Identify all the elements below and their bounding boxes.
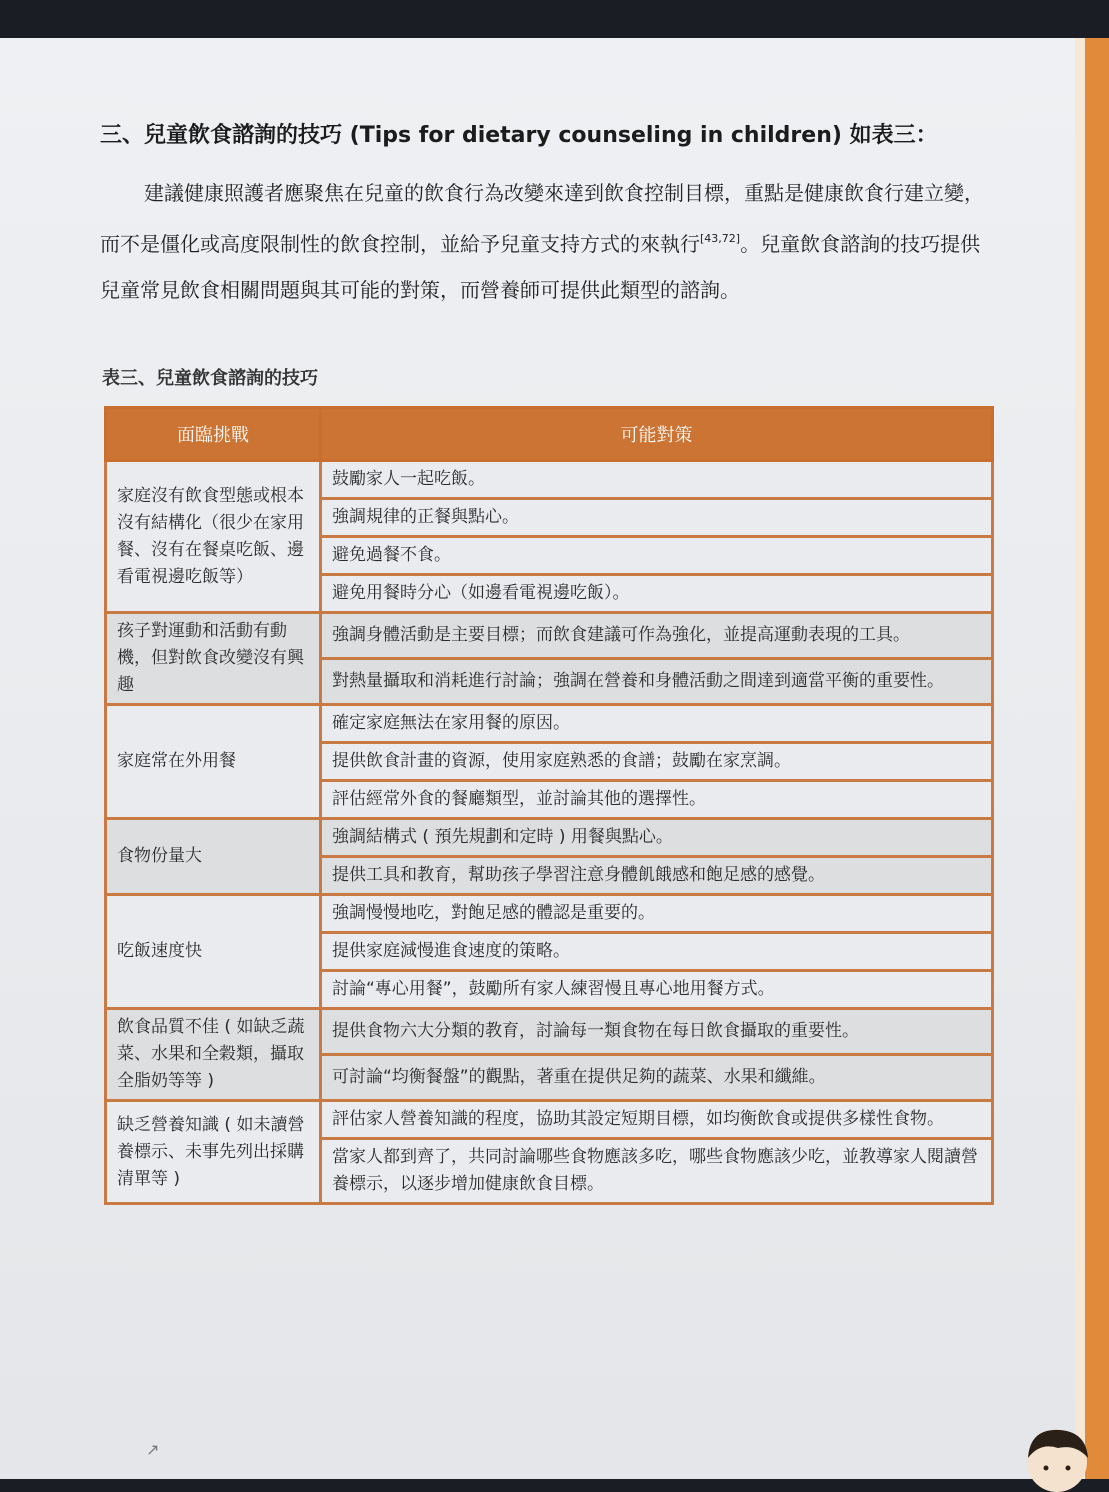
paragraph-text-b: 。兒童飲食諮詢的技巧提供兒童常見飲食相關問題與其可能的對策，而營養師可提供此類型的諮詢。 — [100, 232, 981, 302]
intro-paragraph — [100, 170, 1000, 313]
strategy-cell: 強調結構式 ( 預先規劃和定時 ) 用餐與點心。 — [321, 819, 993, 857]
strategy-cell: 可討論“均衡餐盤”的觀點，著重在提供足夠的蔬菜、水果和纖維。 — [321, 1055, 993, 1101]
challenge-cell: 食物份量大 — [106, 819, 321, 895]
document-page — [0, 38, 1075, 1479]
strategy-cell: 討論“專心用餐”，鼓勵所有家人練習慢且專心地用餐方式。 — [321, 971, 993, 1009]
strategy-cell: 鼓勵家人一起吃飯。 — [321, 461, 993, 499]
strategy-cell: 提供飲食計畫的資源，使用家庭熟悉的食譜；鼓勵在家烹調。 — [321, 743, 993, 781]
tips-table — [104, 406, 994, 1205]
challenge-cell: 缺乏營養知識 ( 如未讀營養標示、未事先列出採購清單等 ) — [106, 1101, 321, 1204]
table-row — [106, 613, 993, 659]
challenge-cell: 家庭沒有飲食型態或根本沒有結構化（很少在家用餐、沒有在餐桌吃飯、邊看電視邊吃飯等） — [106, 461, 321, 613]
strategy-cell: 評估家人營養知識的程度，協助其設定短期目標，如均衡飲食或提供多樣性食物。 — [321, 1101, 993, 1139]
challenge-cell: 家庭常在外用餐 — [106, 705, 321, 819]
header-strategy: 可能對策 — [321, 408, 993, 461]
paragraph-text-a: 建議健康照護者應聚焦在兒童的飲食行為改變來達到飲食控制目標，重點是健康飲食行建立變，而不是僵化或高度限制性的飲食控制，並給予兒童支持方式的來執行 — [100, 181, 984, 256]
strategy-cell: 對熱量攝取和消耗進行討論；強調在營養和身體活動之間達到適當平衡的重要性。 — [321, 659, 993, 705]
section-heading: 三、兒童飲食諮詢的技巧 (Tips for dietary counseling in children) 如表三： — [100, 123, 938, 148]
table-row — [106, 819, 993, 857]
strategy-cell: 提供食物六大分類的教育，討論每一類食物在每日飲食攝取的重要性。 — [321, 1009, 993, 1055]
strategy-cell: 當家人都到齊了，共同討論哪些食物應該多吃，哪些食物應該少吃，並教導家人閱讀營養標示，以逐步增加健康飲食目標。 — [321, 1139, 993, 1204]
strategy-cell: 強調身體活動是主要目標；而飲食建議可作為強化，並提高運動表現的工具。 — [321, 613, 993, 659]
page-edge-stripe — [1075, 38, 1109, 1479]
table-header-row — [106, 408, 993, 461]
strategy-cell: 避免過餐不食。 — [321, 537, 993, 575]
strategy-cell: 評估經常外食的餐廳類型，並討論其他的選擇性。 — [321, 781, 993, 819]
citation: [43,72] — [700, 232, 741, 245]
table-row — [106, 895, 993, 933]
table-row — [106, 705, 993, 743]
strategy-cell: 避免用餐時分心（如邊看電視邊吃飯）。 — [321, 575, 993, 613]
strategy-cell: 強調規律的正餐與點心。 — [321, 499, 993, 537]
header-challenge: 面臨挑戰 — [106, 408, 321, 461]
table-row — [106, 1101, 993, 1139]
strategy-cell: 確定家庭無法在家用餐的原因。 — [321, 705, 993, 743]
page-mark: ↗ — [146, 1440, 160, 1459]
table-caption: 表三、兒童飲食諮詢的技巧 — [102, 368, 318, 389]
mascot-avatar-icon — [1020, 1418, 1094, 1492]
table-row — [106, 461, 993, 499]
strategy-cell: 提供工具和教育，幫助孩子學習注意身體飢餓感和飽足感的感覺。 — [321, 857, 993, 895]
challenge-cell: 孩子對運動和活動有動機，但對飲食改變沒有興趣 — [106, 613, 321, 705]
strategy-cell: 提供家庭減慢進食速度的策略。 — [321, 933, 993, 971]
challenge-cell: 吃飯速度快 — [106, 895, 321, 1009]
challenge-cell: 飲食品質不佳 ( 如缺乏蔬菜、水果和全穀類，攝取全脂奶等等 ) — [106, 1009, 321, 1101]
strategy-cell: 強調慢慢地吃，對飽足感的體認是重要的。 — [321, 895, 993, 933]
table-row — [106, 1009, 993, 1055]
